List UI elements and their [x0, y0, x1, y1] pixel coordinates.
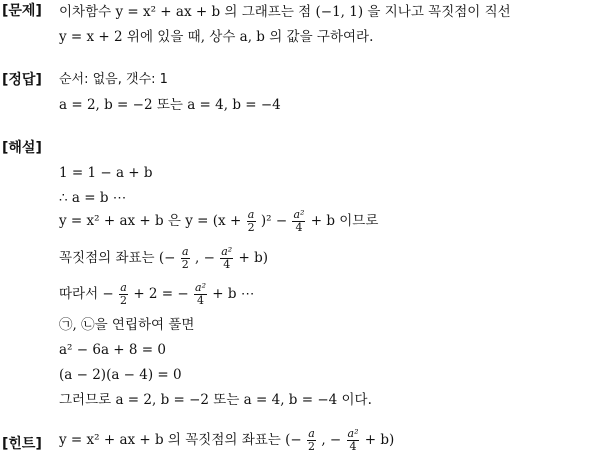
hint-line-post: + b): [364, 432, 395, 448]
hint-line-pre: y = x² + ax + b 의 꼭짓점의 좌표는 (−: [59, 432, 302, 448]
fraction-denominator: 4: [295, 221, 303, 234]
explanation-line-3-post: + b 이므로: [310, 213, 379, 229]
fraction-denominator: 2: [120, 294, 128, 307]
fraction-denominator: 4: [197, 294, 205, 307]
fraction-denominator: 4: [223, 258, 231, 271]
explanation-line-4-pre: 꼭짓점의 좌표는 (−: [59, 250, 176, 266]
hint-label: [힌트]: [2, 436, 42, 452]
fraction-numerator: a: [247, 208, 255, 221]
explanation-line-3-mid: )² −: [260, 213, 288, 229]
fraction-numerator: a²: [293, 208, 305, 221]
answer-line-1: 순서: 없음, 갯수: 1: [59, 72, 168, 87]
hint-line: [59, 428, 394, 453]
problem-line-1: 이차함수 y = x² + ax + b 의 그래프는 점 (−1, 1) 을 지나고 꼭짓점이 직선: [59, 4, 511, 20]
fraction: [220, 246, 233, 271]
explanation-line-7: a² − 6a + 8 = 0: [59, 342, 166, 358]
problem-label: [문제]: [2, 3, 42, 19]
explanation-line-2: ∴ a = b ⋯: [59, 190, 127, 206]
explanation-line-5-post: + b ⋯: [212, 286, 255, 302]
explanation-line-5-mid: + 2 = −: [133, 286, 189, 302]
fraction: [347, 428, 360, 453]
fraction: [119, 282, 128, 307]
hint-line-mid: , −: [321, 432, 342, 448]
fraction: [181, 246, 190, 271]
answer-line-2: a = 2, b = −2 또는 a = 4, b = −4: [59, 97, 281, 113]
fraction-numerator: a: [181, 245, 189, 258]
answer-label: [정답]: [2, 72, 42, 88]
explanation-line-4-mid: , −: [195, 250, 215, 266]
fraction-denominator: 2: [181, 258, 189, 271]
explanation-line-8: (a − 2)(a − 4) = 0: [59, 367, 182, 383]
fraction-numerator: a²: [347, 427, 359, 440]
fraction-denominator: 2: [247, 221, 255, 234]
fraction-denominator: 4: [349, 440, 357, 453]
fraction-numerator: a²: [221, 245, 233, 258]
explanation-line-6: ㉠, ㉡을 연립하여 풀면: [59, 317, 195, 333]
fraction: [292, 209, 305, 234]
fraction-numerator: a: [120, 281, 127, 294]
problem-line-2: y = x + 2 위에 있을 때, 상수 a, b 의 값을 구하여라.: [59, 29, 374, 45]
explanation-line-4: [59, 246, 268, 271]
fraction-numerator: a: [308, 427, 315, 440]
explanation-label: [해설]: [2, 140, 42, 156]
explanation-line-1: 1 = 1 − a + b: [59, 165, 153, 181]
fraction: [194, 282, 207, 307]
explanation-line-5: [59, 282, 254, 307]
explanation-line-9: 그러므로 a = 2, b = −2 또는 a = 4, b = −4 이다.: [59, 392, 372, 408]
fraction: [307, 428, 316, 453]
fraction: [247, 209, 256, 234]
fraction-denominator: 2: [308, 440, 316, 453]
explanation-line-5-pre: 따라서 −: [59, 286, 114, 302]
fraction-numerator: a²: [195, 281, 206, 294]
explanation-line-3: [59, 209, 378, 234]
explanation-line-3-pre: y = x² + ax + b 은 y = (x +: [59, 213, 242, 229]
explanation-line-4-post: + b): [238, 250, 269, 266]
